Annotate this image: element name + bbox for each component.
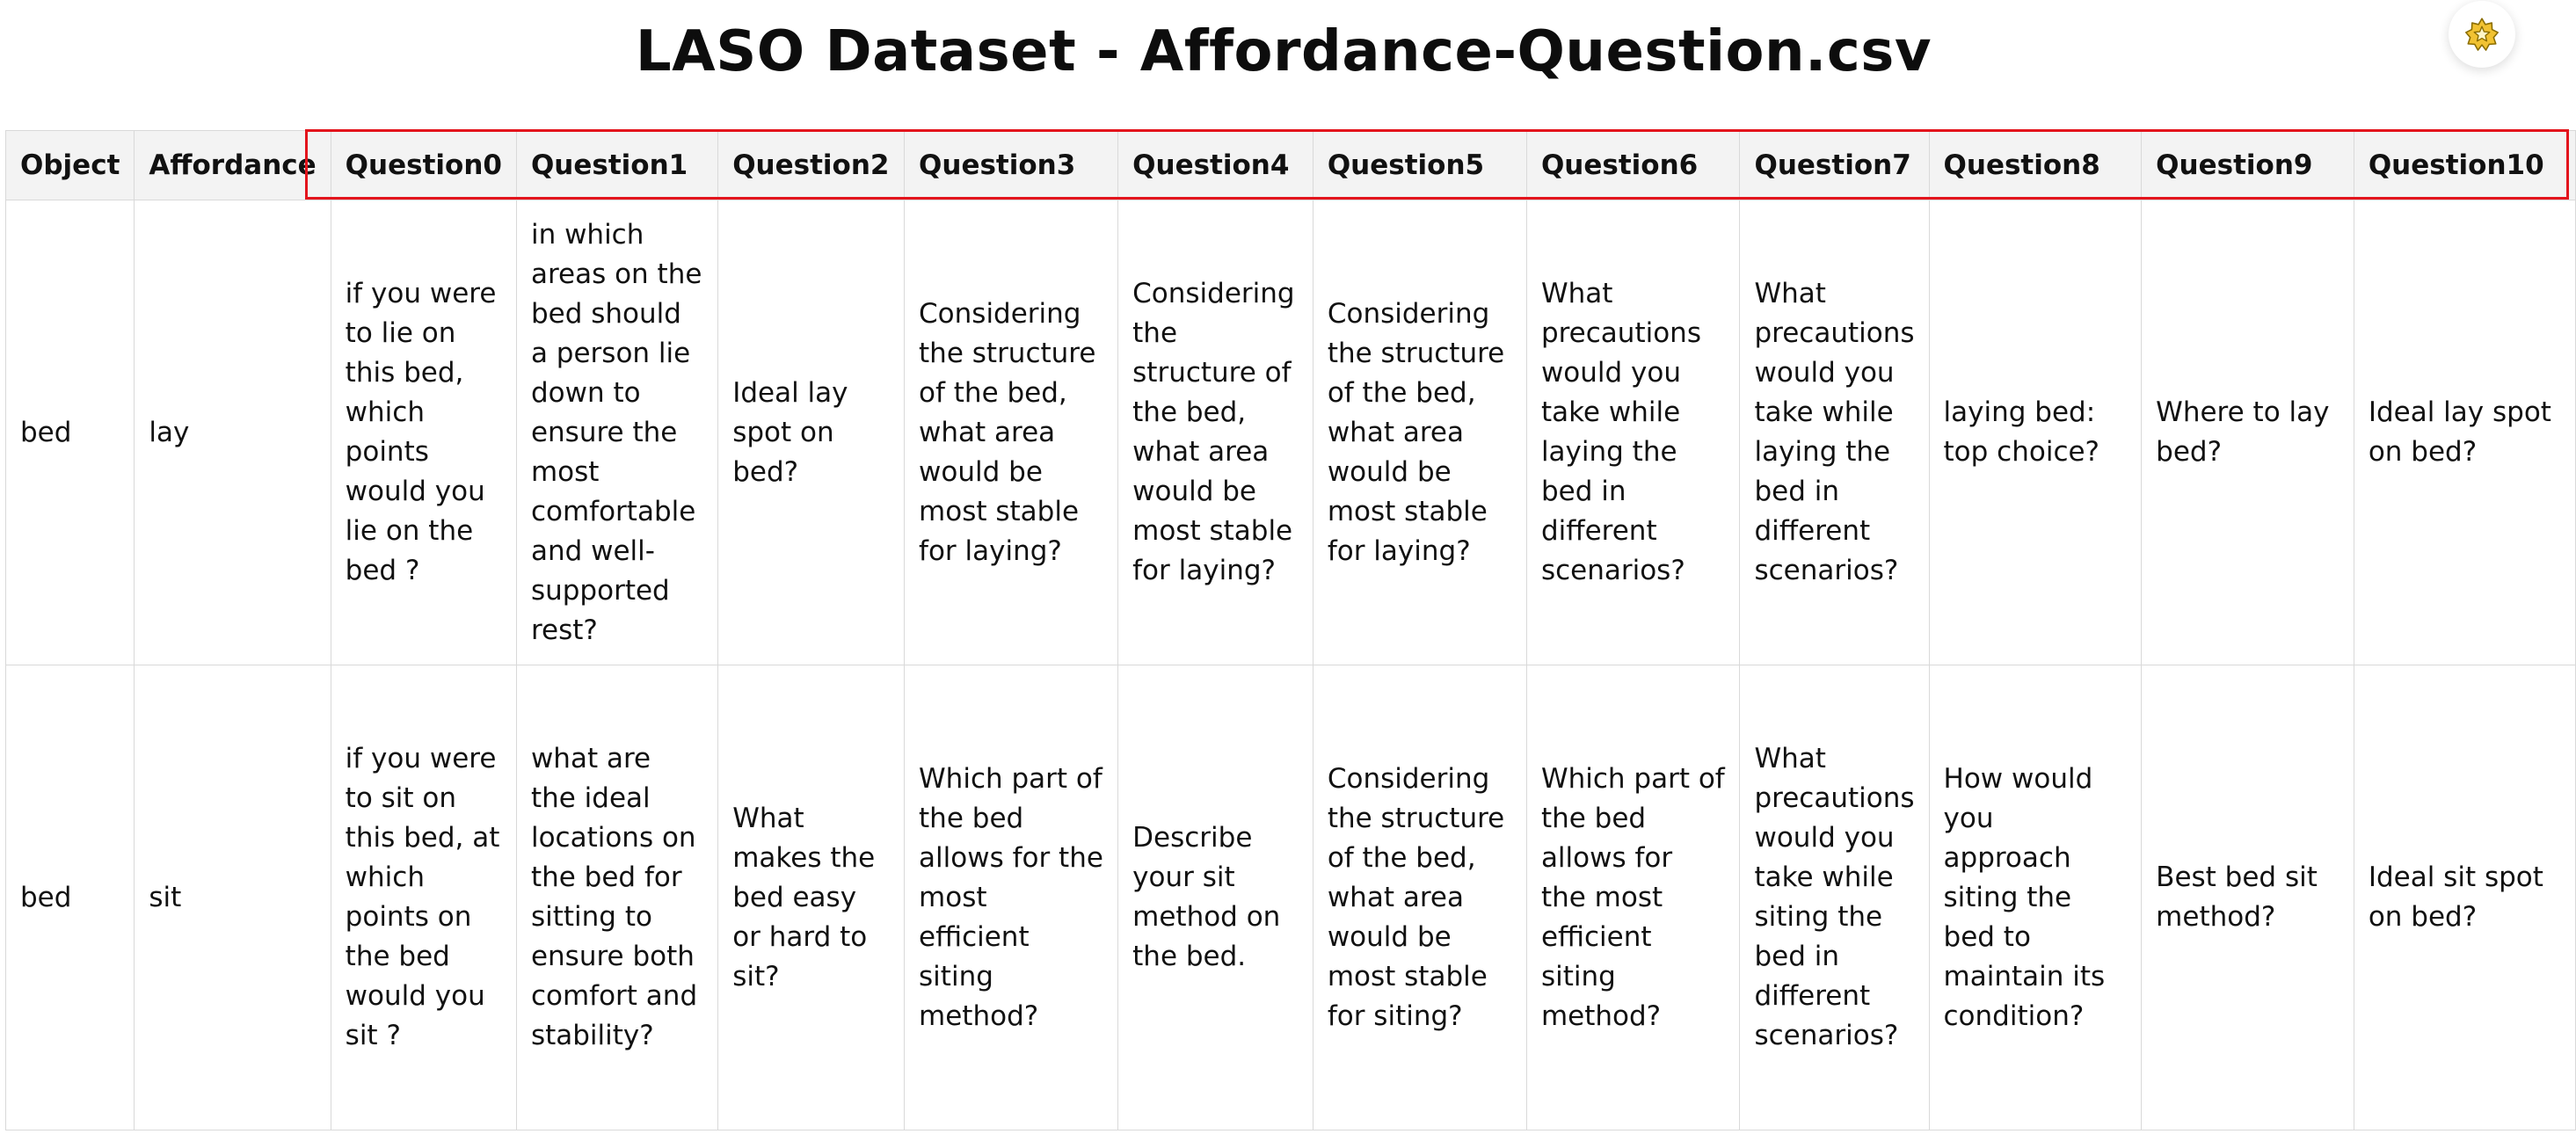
table-cell-object: bed [6, 200, 135, 665]
table-cell-question8: laying bed: top choice? [1929, 200, 2142, 665]
table-row [6, 665, 2576, 1130]
table-cell-question8: How would you approach siting the bed to maintain its condition? [1929, 665, 2142, 1130]
column-header-question7[interactable]: Question7 [1740, 131, 1929, 200]
table-cell-question2: What makes the bed easy or hard to sit? [718, 665, 905, 1130]
column-header-question6[interactable]: Question6 [1526, 131, 1740, 200]
table-cell-question3: Which part of the bed allows for the most efficient siting method? [905, 665, 1118, 1130]
table-cell-question5: Considering the structure of the bed, what area would be most stable for siting? [1313, 665, 1526, 1130]
column-header-question8[interactable]: Question8 [1929, 131, 2142, 200]
page-title: LASO Dataset - Affordance-Question.csv [635, 19, 1932, 84]
table-cell-question10: Ideal lay spot on bed? [2354, 200, 2575, 665]
column-header-question3[interactable]: Question3 [905, 131, 1118, 200]
table-cell-question0: if you were to lie on this bed, which points would you lie on the bed ? [331, 200, 516, 665]
table-cell-question10: Ideal sit spot on bed? [2354, 665, 2575, 1130]
header-row [6, 131, 2576, 200]
table-cell-question0: if you were to sit on this bed, at which points on the bed would you sit ? [331, 665, 516, 1130]
table-cell-question7: What precautions would you take while laying the bed in different scenarios? [1740, 200, 1929, 665]
column-header-question2[interactable]: Question2 [718, 131, 905, 200]
table-cell-question6: Which part of the bed allows for the most efficient siting method? [1526, 665, 1740, 1130]
column-header-question9[interactable]: Question9 [2142, 131, 2354, 200]
table-cell-question7: What precautions would you take while siting the bed in different scenarios? [1740, 665, 1929, 1130]
column-header-question1[interactable]: Question1 [516, 131, 717, 200]
column-header-object[interactable]: Object [6, 131, 135, 200]
table-cell-affordance: sit [135, 665, 331, 1130]
table-cell-question1: what are the ideal locations on the bed for sitting to ensure both comfort and stability? [516, 665, 717, 1130]
table-cell-affordance: lay [135, 200, 331, 665]
table-cell-question4: Describe your sit method on the bed. [1118, 665, 1313, 1130]
table-cell-question9: Where to lay bed? [2142, 200, 2354, 665]
sparkle-star-icon [2463, 16, 2500, 53]
csv-table [5, 130, 2576, 1130]
column-header-question10[interactable]: Question10 [2354, 131, 2575, 200]
column-header-question5[interactable]: Question5 [1313, 131, 1526, 200]
column-header-question0[interactable]: Question0 [331, 131, 516, 200]
table-cell-question6: What precautions would you take while laying the bed in different scenarios? [1526, 200, 1740, 665]
table-cell-question2: Ideal lay spot on bed? [718, 200, 905, 665]
table-cell-question3: Considering the structure of the bed, what area would be most stable for laying? [905, 200, 1118, 665]
table-row [6, 200, 2576, 665]
table-cell-question1: in which areas on the bed should a person lie down to ensure the most comfortable and well-supported rest? [516, 200, 717, 665]
table-cell-question9: Best bed sit method? [2142, 665, 2354, 1130]
table-cell-object: bed [6, 665, 135, 1130]
column-header-question4[interactable]: Question4 [1118, 131, 1313, 200]
table-cell-question5: Considering the structure of the bed, what area would be most stable for laying? [1313, 200, 1526, 665]
table-cell-question4: Considering the structure of the bed, what area would be most stable for laying? [1118, 200, 1313, 665]
column-header-affordance[interactable]: Affordance [135, 131, 331, 200]
star-button[interactable] [2449, 1, 2515, 68]
